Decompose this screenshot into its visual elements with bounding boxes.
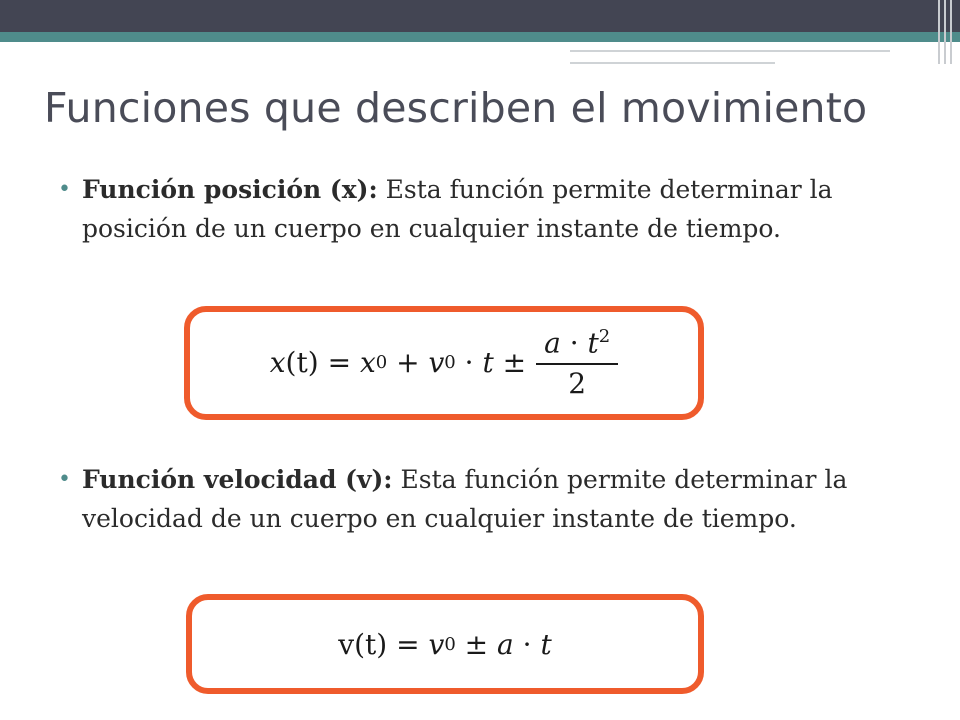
velocity-formula: v (t) = v 0 ± a · t	[338, 627, 552, 661]
bullet-position-function	[58, 170, 902, 248]
bullet-icon: •	[58, 177, 71, 202]
bullet-velocity-function	[58, 460, 902, 538]
decorative-line	[570, 50, 890, 52]
teal-accent-bar	[0, 32, 960, 42]
formula-fraction: $\frac{a \cdot t^2}{2}$	[536, 326, 618, 400]
bullet-text: Esta función permite determinar la posición de un cuerpo en cualquier instante de tiempo.	[82, 175, 833, 243]
bullet-heading: Función posición (x):	[82, 175, 378, 204]
position-formula-box	[184, 306, 704, 420]
decorative-line	[570, 62, 775, 64]
bullet-text: Esta función permite determinar la velocidad de un cuerpo en cualquier instante de tiempo.	[82, 465, 848, 533]
position-formula: x (t) = x 0 + v 0 · t ± $\frac{a \cdot t^2}{2}$	[270, 326, 619, 400]
top-header-bar	[0, 0, 960, 32]
velocity-formula-box	[186, 594, 704, 694]
slide-title: Funciones que describen el movimiento	[44, 84, 868, 132]
bullet-heading: Función velocidad (v):	[82, 465, 393, 494]
bullet-icon: •	[58, 467, 71, 492]
